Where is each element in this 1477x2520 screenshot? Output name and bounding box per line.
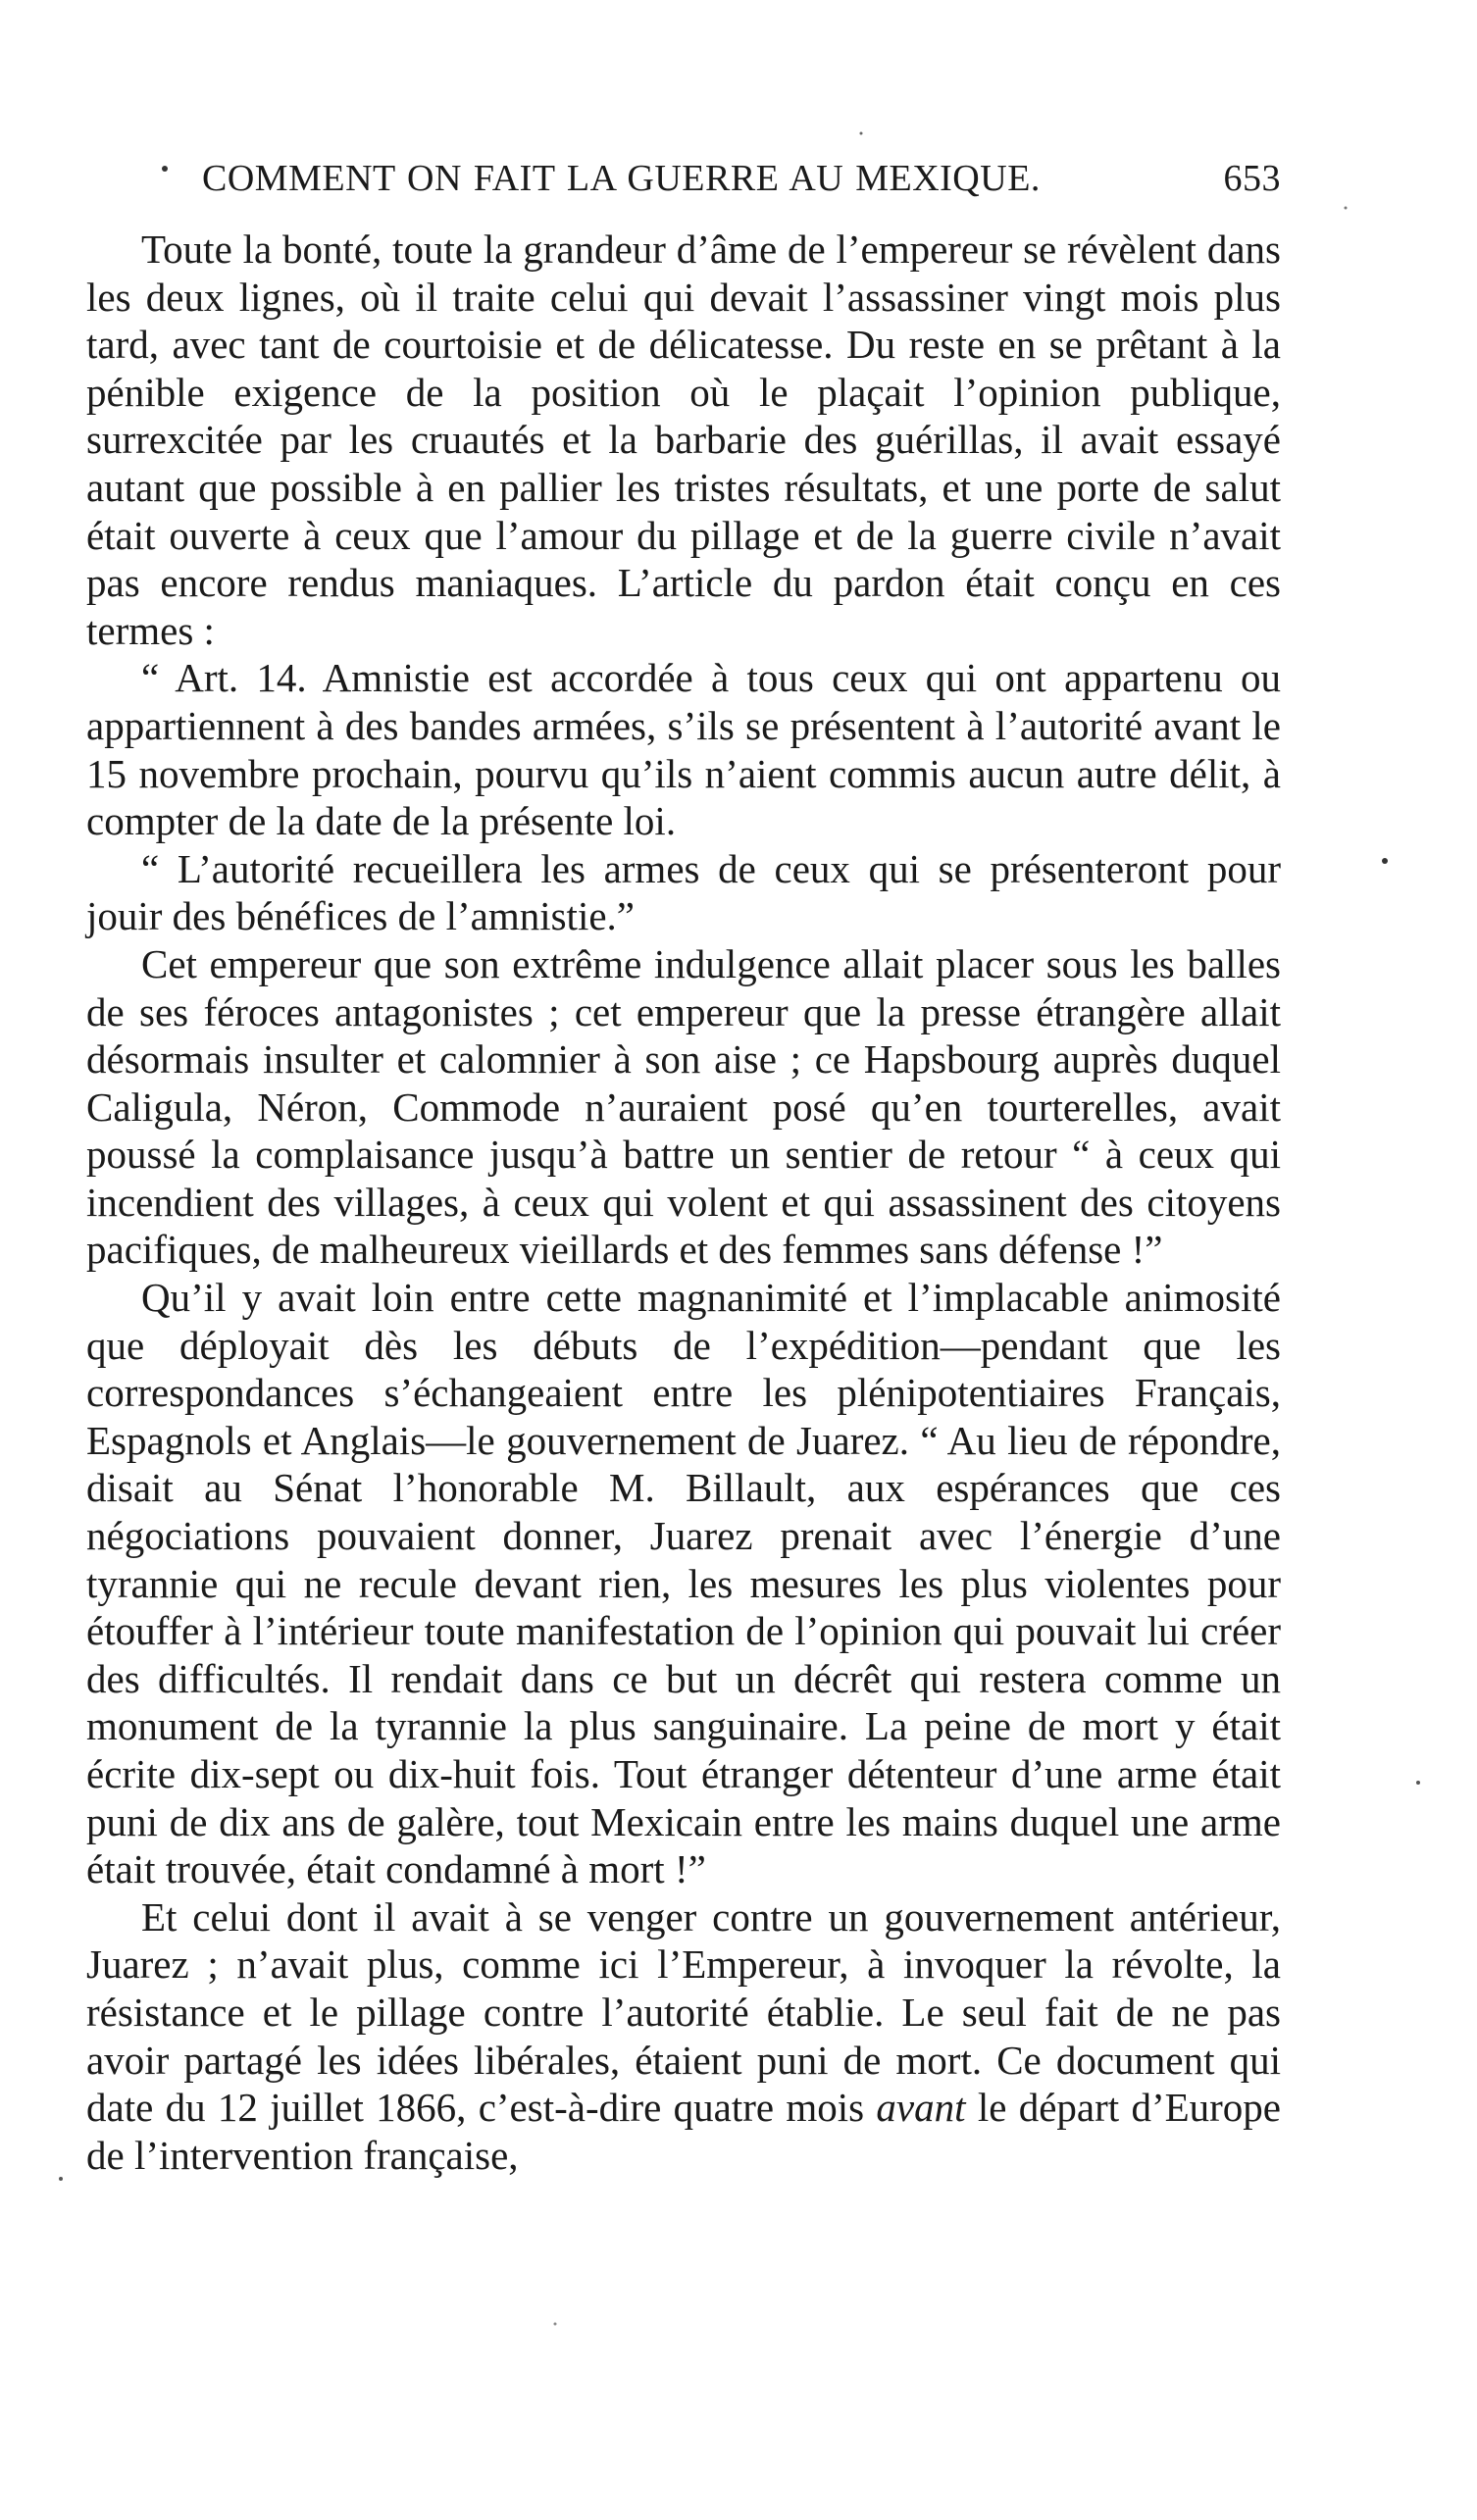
running-title: COMMENT ON FAIT LA GUERRE AU MEXIQUE. [202,158,1041,199]
paragraph [86,1893,1281,2180]
paragraph-text: Et celui dont il avait à se venger contre un gouvernement antérieur, Juarez ; n’avait plus, comme ici l’Empereur, à invoquer la révolte, la résistance et le pillage contre l’autorité établie. Le seul fait de ne pas avoir partagé les idées libérales, étaient puni de mort. Ce document qui date du 12 juillet 1866, c’est-à-dire quatre mois [86,1893,1281,2131]
emphasis-word: avant [876,2085,966,2131]
running-header [202,157,1281,200]
paragraph-text: le départ d’Europe de l’intervention française, [86,2085,1281,2178]
body-text [86,226,1281,2179]
page-number: 653 [1223,158,1281,199]
paragraph: Qu’il y avait loin entre cette magnanimité et l’implacable animosité que déployait dès les débuts de l’expédition—pendant que les correspondances s’échangeaient entre les plénipotentiaires Français, Espagnols et Anglais—le gouvernement de Juarez. “ Au lieu de répondre, disait au Sénat l’honorable M. Billault, aux espérances que ces négociations pouvaient donner, Juarez prenait avec l’énergie d’une tyrannie qui ne recule devant rien, les mesures les plus violentes pour étouffer à l’intérieur toute manifestation de l’opinion qui pouvait lui créer des difficultés. Il rendait dans ce but un décrêt qui restera comme un monument de la tyrannie la plus sanguinaire. La peine de mort y était écrite dix-sept ou dix-huit fois. Tout étranger détenteur d’une arme était puni de dix ans de galère, tout Mexicain entre les mains duquel une arme était trouvée, était condamné à mort !” [86,1275,1281,1892]
quoted-article-paragraph: “ L’autorité recueillera les armes de ceux qui se présenteront pour jouir des bénéfices de l’amnistie.” [86,845,1281,939]
quoted-article-paragraph: “ Art. 14. Amnistie est accordée à tous ceux qui ont appartenu ou appartiennent à des bandes armées, s’ils se présentent à l’autorité avant le 15 novembre prochain, pourvu qu’ils n’aient commis aucun autre délit, à compter de la date de la présente loi. [86,655,1281,844]
paragraph: Toute la bonté, toute la grandeur d’âme de l’empereur se révèlent dans les deux lignes, où il traite celui qui devait l’assassiner vingt mois plus tard, avec tant de courtoisie et de délicatesse. Du reste en se prêtant à la pénible exigence de la position où le plaçait l’opinion publique, surrexcitée par les cruautés et la barbarie des guérillas, il avait essayé autant que possible à en pallier les tristes résultats, et une porte de salut était ouverte à ceux que l’amour du pillage et de la guerre civile n’avait pas encore rendus maniaques. L’article du pardon était conçu en ces termes : [86,227,1281,653]
page [86,157,1281,2179]
paragraph: Cet empereur que son extrême indulgence allait placer sous les balles de ses féroces antagonistes ; cet empereur que la presse étrangère allait désormais insulter et calomnier à son aise ; ce Hapsbourg auprès duquel Caligula, Néron, Commode n’auraient posé qu’en tourterelles, avait poussé la complaisance jusqu’à battre un sentier de retour “ à ceux qui incendient des villages, à ceux qui volent et qui assassinent des citoyens pacifiques, de malheureux vieillards et des femmes sans défense !” [86,940,1281,1273]
